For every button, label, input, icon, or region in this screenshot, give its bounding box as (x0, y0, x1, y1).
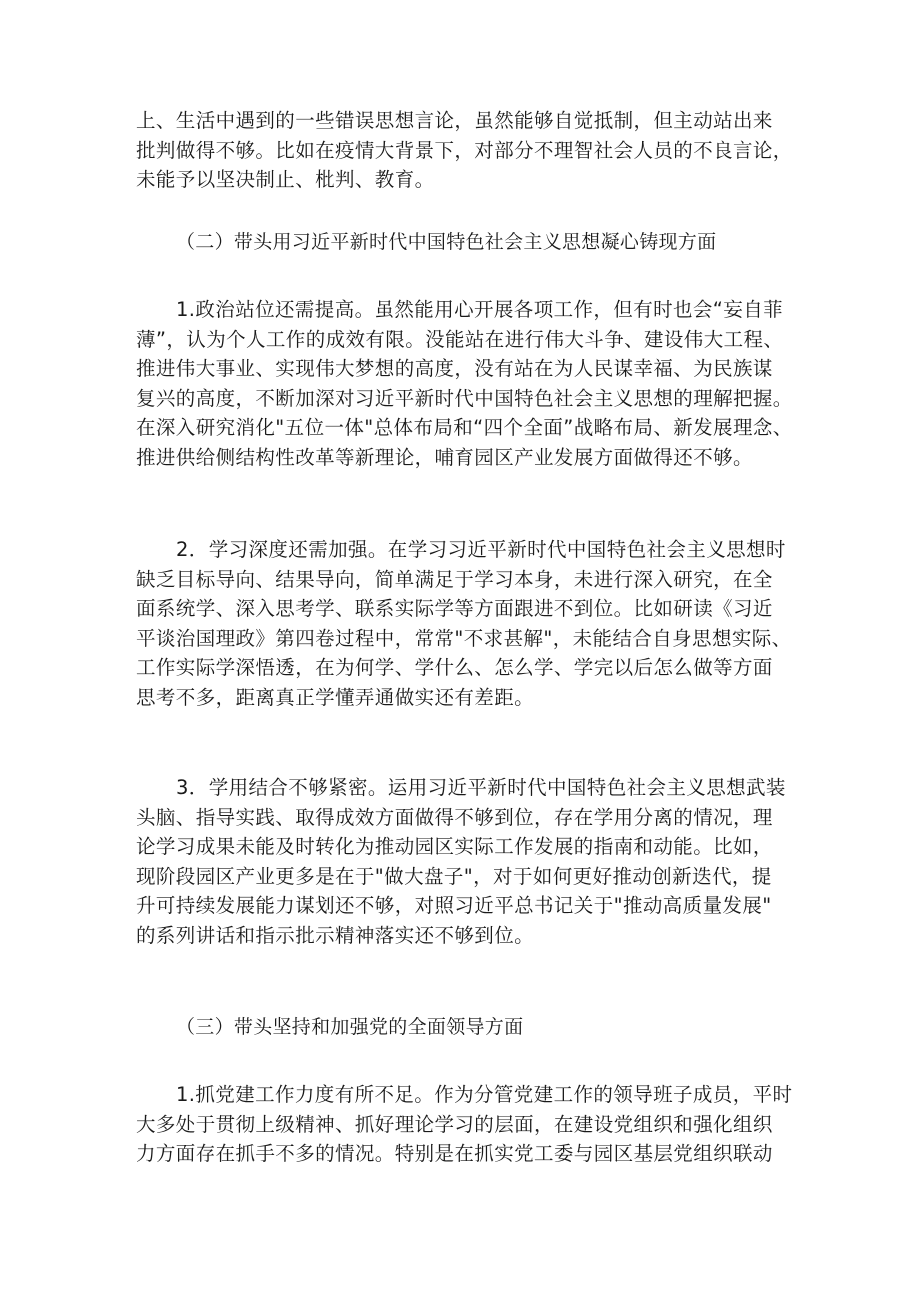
text-line: 力方面存在抓手不多的情况。特别是在抓实党工委与园区基层党组织联动 (136, 1142, 773, 1166)
paragraph-political-stance (136, 295, 793, 473)
text-line: 头脑、指导实践、取得成效方面做得不够到位，存在学用分离的情况，理 (136, 805, 773, 829)
text-line: 大多处于贯彻上级精神、抓好理论学习的层面，在建设党组织和强化组织 (136, 1112, 773, 1136)
paragraph-study-depth (136, 535, 790, 713)
text-line: 推进供给侧结构性改革等新理论，哺育园区产业发展方面做得还不够。 (136, 445, 753, 469)
text-line: 推进伟大事业、实现伟大梦想的高度，没有站在为人民谋幸福、为民族谋 (136, 357, 773, 381)
text-line: 1.抓党建工作力度有所不足。作为分管党建工作的领导班子成员，平时 (176, 1083, 793, 1106)
text-line: 缺乏目标导向、结果导向，简单满足于学习本身，未进行深入研究，在全 (136, 567, 773, 591)
paragraph-study-application (136, 773, 790, 951)
text-line: 平谈治国理政》第四卷过程中，常常"不求甚解"，未能结合自身思想实际、 (136, 626, 792, 650)
text-line: 1.政治站位还需提高。虽然能用心开展各项工作，但有时也会“妄自菲 (176, 298, 784, 321)
text-line: 思考不多，距离真正学懂弄通做实还有差距。 (136, 685, 535, 709)
text-line: 工作实际学深悟透，在为何学、学什么、怎么学、学完以后怎么做等方面 (136, 656, 773, 680)
text-line: 3．学用结合不够紧密。运用习近平新时代中国特色社会主义思想武装 (176, 776, 786, 799)
text-line: 未能予以坚决制止、枇判、教育。 (136, 168, 435, 192)
text-line: 薄”，认为个人工作的成效有限。没能站在进行伟大斗争、建设伟大工程、 (136, 327, 784, 351)
text-line: 在深入研究消化"五位一体"总体布局和“四个全面”战略布局、新发展理念、 (136, 416, 793, 440)
text-line: 上、生活中遇到的一些错误思想言论，虽然能够自觉抵制，但主动站出来 (136, 109, 773, 132)
section-heading-2: （二）带头用习近平新时代中国特色社会主义思想凝心铸现方面 (176, 231, 717, 253)
text-line: 现阶段园区产业更多是在于"做大盘子"，对于如何更好推动创新迭代，提 (136, 864, 772, 888)
paragraph-continuation (136, 106, 793, 195)
text-line: 面系统学、深入思考学、联系实际学等方面跟进不到位。比如研读《习近 (136, 597, 773, 621)
section-heading-3: （三）带头坚持和加强党的全面领导方面 (176, 1016, 524, 1038)
text-line: 复兴的高度，不断加深对习近平新时代中国特色社会主义思想的理解把握。 (136, 386, 793, 410)
text-line: 升可持续发展能力谋划还不够，对照习近平总书记关于"推动高质量发展" (136, 894, 772, 918)
text-line: 批判做得不够。比如在疫情大背景下，对部分不理智社会人员的不良言论， (136, 138, 793, 162)
paragraph-party-building (136, 1080, 793, 1169)
text-line: 论学习成果未能及时转化为推动园区实际工作发展的指南和动能。比如， (136, 835, 773, 859)
text-line: 2．学习深度还需加强。在学习习近平新时代中国特色社会主义思想时 (176, 538, 786, 561)
text-line: 的系列讲话和指示批示精神落实还不够到位。 (136, 923, 535, 947)
